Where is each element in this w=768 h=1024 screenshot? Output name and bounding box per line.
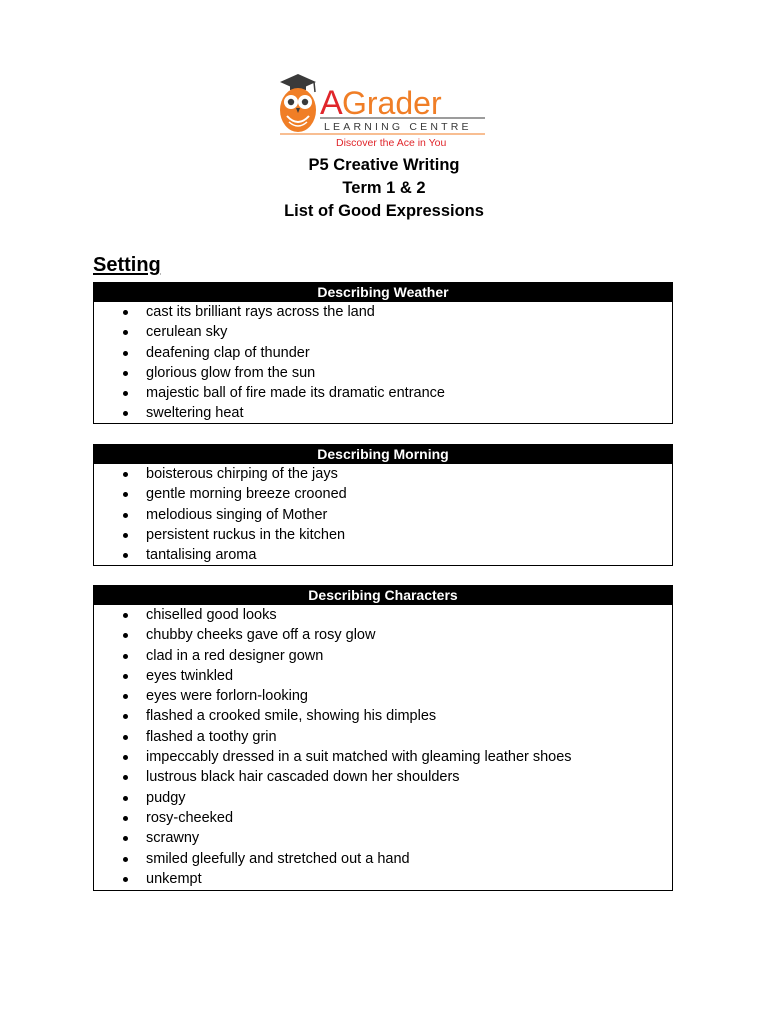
- list-item-text: rosy-cheeked: [146, 809, 234, 826]
- list-item-text: lustrous black hair cascaded down her shoulders: [146, 769, 460, 786]
- bullet-icon: [123, 674, 128, 679]
- bullet-icon: [123, 613, 128, 618]
- list-item-text: glorious glow from the sun: [146, 364, 316, 381]
- bullet-icon: [123, 310, 128, 315]
- bullet-icon: [123, 391, 128, 396]
- list-item: [94, 869, 672, 889]
- agrader-logo: [278, 70, 490, 150]
- list-item: [94, 625, 672, 645]
- bullet-icon: [123, 330, 128, 335]
- bullet-icon: [123, 654, 128, 659]
- list-item: [94, 403, 672, 423]
- bullet-icon: [123, 371, 128, 376]
- list-item-text: scrawny: [146, 830, 200, 847]
- list-item: [94, 849, 672, 869]
- document-title-line-1: P5 Creative Writing: [308, 156, 460, 174]
- list-item: [94, 767, 672, 787]
- expressions-box-morning: [93, 444, 673, 566]
- list-item-text: pudgy: [146, 789, 186, 806]
- bullet-icon: [123, 492, 128, 497]
- list-item-text: tantalising aroma: [146, 547, 257, 564]
- list-item: [94, 525, 672, 545]
- bullet-icon: [123, 857, 128, 862]
- list-item-text: eyes twinkled: [146, 667, 234, 684]
- expressions-box-weather: [93, 282, 673, 424]
- section-heading-setting: Setting: [93, 254, 161, 276]
- brand-name: Grader: [342, 85, 442, 121]
- list-item-text: boisterous chirping of the jays: [146, 466, 338, 482]
- list-item-text: melodious singing of Mother: [146, 506, 328, 523]
- brand-subtitle: LEARNING CENTRE: [324, 121, 472, 133]
- list-item-text: clad in a red designer gown: [146, 647, 324, 664]
- bullet-icon: [123, 533, 128, 538]
- document-title-block: [0, 154, 768, 223]
- list-item-text: majestic ball of fire made its dramatic entrance: [146, 385, 445, 402]
- list-item: [94, 747, 672, 767]
- list-item-text: impeccably dressed in a suit matched with gleaming leather shoes: [146, 749, 572, 766]
- list-item-text: smiled gleefully and stretched out a hand: [146, 850, 410, 867]
- document-title-line-2: Term 1 & 2: [342, 179, 426, 197]
- list-item-text: sweltering heat: [146, 405, 244, 422]
- list-item-text: cast its brilliant rays across the land: [146, 304, 375, 320]
- expression-list: [94, 302, 672, 425]
- expression-list: [94, 464, 672, 566]
- list-item: [94, 706, 672, 726]
- list-item-text: deafening clap of thunder: [146, 344, 310, 361]
- list-item-text: flashed a crooked smile, showing his dimples: [146, 708, 437, 725]
- list-item-text: cerulean sky: [146, 324, 228, 341]
- bullet-icon: [123, 472, 128, 477]
- list-item: [94, 666, 672, 686]
- document-title-line-3: List of Good Expressions: [284, 202, 484, 220]
- bullet-icon: [123, 796, 128, 801]
- bullet-icon: [123, 513, 128, 518]
- list-item-text: chubby cheeks gave off a rosy glow: [146, 627, 376, 644]
- bullet-icon: [123, 633, 128, 638]
- expression-list: [94, 605, 672, 890]
- bullet-icon: [123, 714, 128, 719]
- box-heading: Describing Weather: [94, 283, 672, 302]
- list-item: [94, 343, 672, 363]
- list-item-text: persistent ruckus in the kitchen: [146, 526, 346, 543]
- list-item-text: gentle morning breeze crooned: [146, 486, 347, 503]
- bullet-icon: [123, 816, 128, 821]
- list-item: [94, 363, 672, 383]
- list-item-text: unkempt: [146, 870, 202, 887]
- list-item: [94, 727, 672, 747]
- bullet-icon: [123, 775, 128, 780]
- bullet-icon: [123, 735, 128, 740]
- list-item: [94, 646, 672, 666]
- bullet-icon: [123, 411, 128, 416]
- list-item: [94, 322, 672, 342]
- brand-tagline: Discover the Ace in You: [336, 137, 447, 149]
- list-item: [94, 605, 672, 625]
- bullet-icon: [123, 351, 128, 356]
- owl-mascot-icon: [280, 88, 316, 132]
- list-item: [94, 808, 672, 828]
- list-item: [94, 484, 672, 504]
- box-heading: Describing Characters: [94, 586, 672, 605]
- list-item: [94, 383, 672, 403]
- brand-letter-a: A: [320, 84, 343, 122]
- list-item: [94, 505, 672, 525]
- bullet-icon: [123, 553, 128, 558]
- list-item-text: eyes were forlorn-looking: [146, 688, 308, 705]
- box-heading: Describing Morning: [94, 445, 672, 464]
- list-item: [94, 828, 672, 848]
- list-item-text: chiselled good looks: [146, 607, 277, 623]
- bullet-icon: [123, 877, 128, 882]
- bullet-icon: [123, 836, 128, 841]
- list-item: [94, 788, 672, 808]
- expressions-box-characters: [93, 585, 673, 891]
- list-item-text: flashed a toothy grin: [146, 728, 277, 745]
- bullet-icon: [123, 755, 128, 760]
- owl-logo-graphic: [278, 70, 490, 150]
- list-item: [94, 464, 672, 484]
- list-item: [94, 545, 672, 565]
- list-item: [94, 686, 672, 706]
- bullet-icon: [123, 694, 128, 699]
- list-item: [94, 302, 672, 322]
